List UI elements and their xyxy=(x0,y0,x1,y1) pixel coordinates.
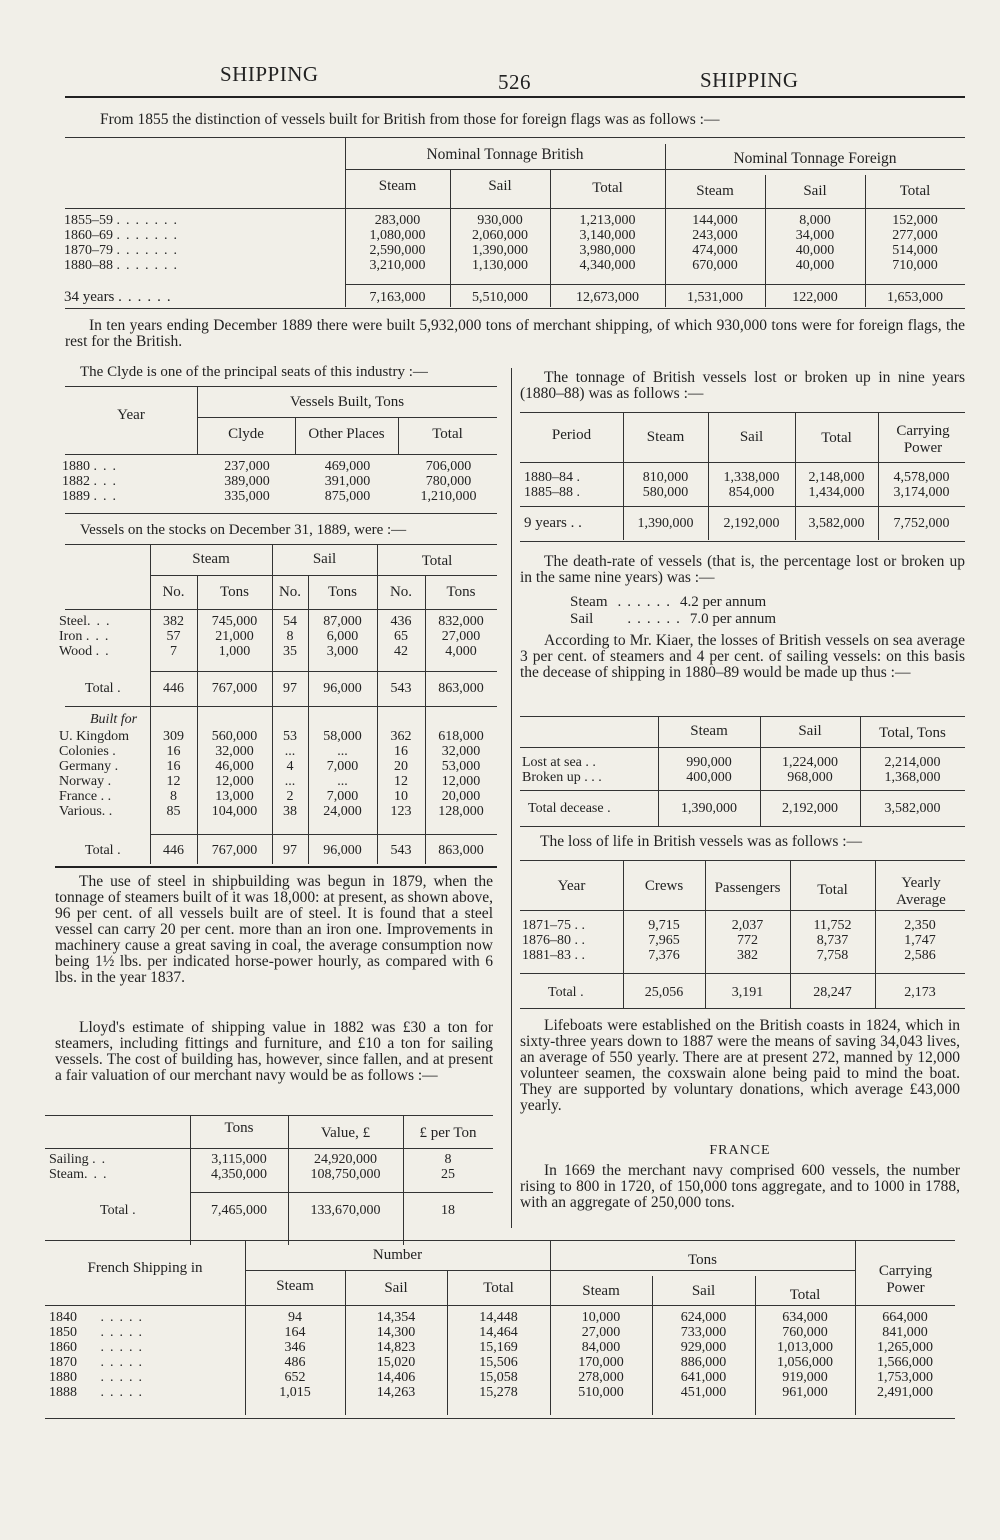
column-divider xyxy=(511,368,512,1228)
col-header: Steam xyxy=(696,183,734,199)
col-header: Year xyxy=(117,407,145,423)
table-row: Sailing .. 3,115,000 24,920,000 8 xyxy=(49,1152,452,1167)
col-header: Steam xyxy=(646,429,685,445)
col-header: No. xyxy=(278,584,302,600)
table-row: Germany . 16 46,000 4 7,000 20 53,000 xyxy=(59,759,481,774)
col-header: French Shipping in xyxy=(87,1260,203,1276)
lost-intro: The tonnage of British vessels lost or broken up in nine years (1880–88) was as follows :— xyxy=(520,369,965,402)
life-intro: The loss of life in British vessels was as follows :— xyxy=(540,833,863,850)
group-header: Number xyxy=(372,1247,423,1263)
table-row: 1855–59 ....... 283,000 930,000 1,213,000 144,000 8,000 152,000 xyxy=(64,213,938,228)
table-row: 1860 ..... 346 14,823 15,169 84,000 929,000 1,013,000 1,265,000 xyxy=(49,1340,933,1355)
stocks-intro: Vessels on the stocks on December 31, 1889, were :— xyxy=(80,522,407,538)
running-head-right: SHIPPING xyxy=(700,68,799,92)
col-header: Clyde xyxy=(228,426,264,442)
table-row: Wood .. 7 1,000 35 3,000 42 4,000 xyxy=(59,644,477,659)
row-label: 1880–88 xyxy=(64,258,113,273)
paragraph-ten-years: In ten years ending December 1889 there were built 5,932,000 tons of merchant shipping, of which 930,000 tons were for foreign flags, the rest for the British. xyxy=(65,317,965,350)
col-header: Total xyxy=(789,1287,821,1303)
row-label: 1860–69 xyxy=(64,228,113,243)
row-label: 1870–79 xyxy=(64,243,113,258)
col-header: Tons xyxy=(446,584,476,600)
row-label: 1855–59 xyxy=(64,213,113,228)
col-header: Steam xyxy=(378,178,417,194)
col-header: Total xyxy=(899,183,931,199)
table-row: Various. . 85 104,000 38 24,000 123 128,000 xyxy=(59,804,484,819)
header-rule xyxy=(65,96,965,98)
col-header: Sail xyxy=(384,1280,408,1296)
col-header: No. xyxy=(389,584,413,600)
paragraph-steel: The use of steel in shipbuilding was begun in 1879, when the tonnage of steamers built of it was 18,000: at present, as shown above, 96 per cent. of all vessels built are of steel. It is found that a steel vessel can carry 20 per cent. more than an iron one. Improvements in machinery cause a great saving in coal, the average consumption now being 1½ lbs. per indicated horse-power hourly, as compared with 6 lbs. in the year 1837. xyxy=(55,873,493,986)
table-row: France . . 8 13,000 2 7,000 10 20,000 xyxy=(59,789,481,804)
deathrate-intro: The death-rate of vessels (that is, the percentage lost or broken up in the same nine years) was :— xyxy=(520,553,965,586)
col-header: Sail xyxy=(798,723,822,739)
col-header: Total, Tons xyxy=(879,725,946,741)
deathrate-steam: Steam ...... 4.2 per annum xyxy=(570,594,767,610)
col-header: Sail xyxy=(691,1283,716,1299)
france-heading: FRANCE xyxy=(709,1143,771,1158)
col-header: Year xyxy=(557,878,586,894)
col-header: Yearly Average xyxy=(896,875,946,908)
table-row: Lost at sea . . 990,000 1,224,000 2,214,000 xyxy=(522,755,941,770)
col-header: Tons xyxy=(224,1120,254,1136)
col-header: Carrying Power xyxy=(896,423,950,456)
col-header: Carrying Power xyxy=(878,1263,933,1296)
col-header: Other Places xyxy=(308,426,385,442)
col-header: Total xyxy=(432,426,463,442)
col-header: Total xyxy=(483,1280,514,1296)
row-label: 34 years xyxy=(64,289,115,305)
table-total-row: 34 years ...... 7,163,000 5,510,000 12,673,000 1,531,000 122,000 1,653,000 xyxy=(64,289,943,305)
table-row: 1889 ... 335,000 875,000 1,210,000 xyxy=(62,489,477,504)
table-total-row: Total . 25,056 3,191 28,247 2,173 xyxy=(548,985,936,1000)
col-header: Steam xyxy=(690,723,728,739)
col-header: Sail xyxy=(739,429,764,445)
table-row: U. Kingdom 309 560,000 53 58,000 362 618,000 xyxy=(59,729,484,744)
deathrate-sail: Sail ...... 7.0 per annum xyxy=(570,611,777,627)
table-row: Colonies . 16 32,000 ... ... 16 32,000 xyxy=(59,744,481,759)
col-header: No. xyxy=(162,584,185,600)
col-header: Steam xyxy=(276,1278,314,1294)
col-header: Steam xyxy=(582,1283,620,1299)
col-header: Tons xyxy=(328,584,357,600)
col-header: £ per Ton xyxy=(419,1125,477,1141)
table-row: 1880 ... 237,000 469,000 706,000 xyxy=(62,459,472,474)
col-header: Total xyxy=(817,882,848,898)
group-header: Vessels Built, Tons xyxy=(289,394,405,410)
group-header: Steam xyxy=(192,551,230,567)
group-header: Total xyxy=(421,553,453,569)
paragraph-lifeboats: Lifeboats were established on the British coasts in 1824, which in sixty-three years down to 1887 were the means of saving 34,043 lives, an average of 550 yearly. There are at present 272, manned by 12,000 volunteer seamen, the coxswain alone being paid to mind the boat. They are supported by voluntary donations, which average £43,000 yearly. xyxy=(520,1017,960,1114)
table-total-row: 9 years . . 1,390,000 2,192,000 3,582,000 7,752,000 xyxy=(524,515,950,531)
table-row: Steam... 4,350,000 108,750,000 25 xyxy=(49,1167,455,1182)
col-header: Sail xyxy=(803,183,827,199)
group-header-foreign: Nominal Tonnage Foreign xyxy=(733,150,897,167)
page-number: 526 xyxy=(498,70,531,94)
table-row: 1880–88 ....... 3,210,000 1,130,000 4,340,000 670,000 40,000 710,000 xyxy=(64,258,938,273)
table-row: 1850 ..... 164 14,300 14,464 27,000 733,000 760,000 841,000 xyxy=(49,1325,928,1340)
table-total-row: Total decease . 1,390,000 2,192,000 3,582,000 xyxy=(528,801,941,816)
table-row: 1888 ..... 1,015 14,263 15,278 510,000 451,000 961,000 2,491,000 xyxy=(49,1385,933,1400)
table-total-row: Total . 446 767,000 97 96,000 543 863,000 xyxy=(85,681,484,696)
col-header: Passengers xyxy=(714,880,781,896)
table-row: Steel... 382 745,000 54 87,000 436 832,000 xyxy=(59,614,484,629)
group-header-british: Nominal Tonnage British xyxy=(426,146,584,163)
paragraph-kiaer: According to Mr. Kiaer, the losses of British vessels on sea average 3 per cent. of steamers and 4 per cent. of sailing vessels: on this basis the decease of shipping in 1880–89 would be made up thus :— xyxy=(520,632,965,681)
running-head-left: SHIPPING xyxy=(220,62,319,86)
col-header: Period xyxy=(551,427,592,443)
table-row: Norway . 12 12,000 ... ... 12 12,000 xyxy=(59,774,481,789)
col-header: Total xyxy=(592,180,623,196)
group-header: Sail xyxy=(312,551,337,567)
table-row: Broken up . . . 400,000 968,000 1,368,000 xyxy=(522,770,941,785)
table-row: 1882 ... 389,000 391,000 780,000 xyxy=(62,474,472,489)
paragraph-lloyds: Lloyd's estimate of shipping value in 1882 was £30 a ton for steamers, including fittings and furniture, and £10 a ton for sailing vessels. The cost of building has, however, since fallen, and at present a fair valuation of our merchant navy would be as follows :— xyxy=(55,1019,493,1084)
table-row: 1840 ..... 94 14,354 14,448 10,000 624,000 634,000 664,000 xyxy=(49,1310,928,1325)
table-total-row: Total . 446 767,000 97 96,000 543 863,000 xyxy=(85,843,484,858)
col-header: Sail xyxy=(488,178,512,194)
table-row: 1885–88 . 580,000 854,000 1,434,000 3,174,000 xyxy=(524,485,950,500)
table-row: 1871–75 . . 9,715 2,037 11,752 2,350 xyxy=(522,918,936,933)
col-header: Tons xyxy=(220,584,249,600)
deathrate-list xyxy=(570,594,960,628)
table-row: 1870 ..... 486 15,020 15,506 170,000 886,000 1,056,000 1,566,000 xyxy=(49,1355,933,1370)
paragraph-france: In 1669 the merchant navy comprised 600 vessels, the number rising to 800 in 1720, of 150,000 tons aggregate, and to 1000 in 1788, with an aggregate of 250,000 tons. xyxy=(520,1162,960,1211)
intro-paragraph: From 1855 the distinction of vessels built for British from those for foreign flags was as follows :— xyxy=(100,111,720,128)
table-total-row: Total . 7,465,000 133,670,000 18 xyxy=(100,1203,455,1218)
table-row: 1860–69 ....... 1,080,000 2,060,000 3,140,000 243,000 34,000 277,000 xyxy=(64,228,938,243)
col-header: Total xyxy=(821,430,852,446)
built-for-label: Built for xyxy=(90,712,138,727)
col-header: Value, £ xyxy=(320,1125,371,1141)
table-row: Iron ... 57 21,000 8 6,000 65 27,000 xyxy=(59,629,481,644)
table-row: 1876–80 . . 7,965 772 8,737 1,747 xyxy=(522,933,936,948)
table-row: 1870–79 ....... 2,590,000 1,390,000 3,980,000 474,000 40,000 514,000 xyxy=(64,243,938,258)
group-header: Tons xyxy=(688,1252,717,1268)
table-row: 1881–83 . . 7,376 382 7,758 2,586 xyxy=(522,948,936,963)
table-row: 1880–84 . 810,000 1,338,000 2,148,000 4,578,000 xyxy=(524,470,950,485)
clyde-intro: The Clyde is one of the principal seats of this industry :— xyxy=(80,364,428,380)
table-row: 1880 ..... 652 14,406 15,058 278,000 641,000 919,000 1,753,000 xyxy=(49,1370,933,1385)
col-header: Crews xyxy=(644,878,684,894)
